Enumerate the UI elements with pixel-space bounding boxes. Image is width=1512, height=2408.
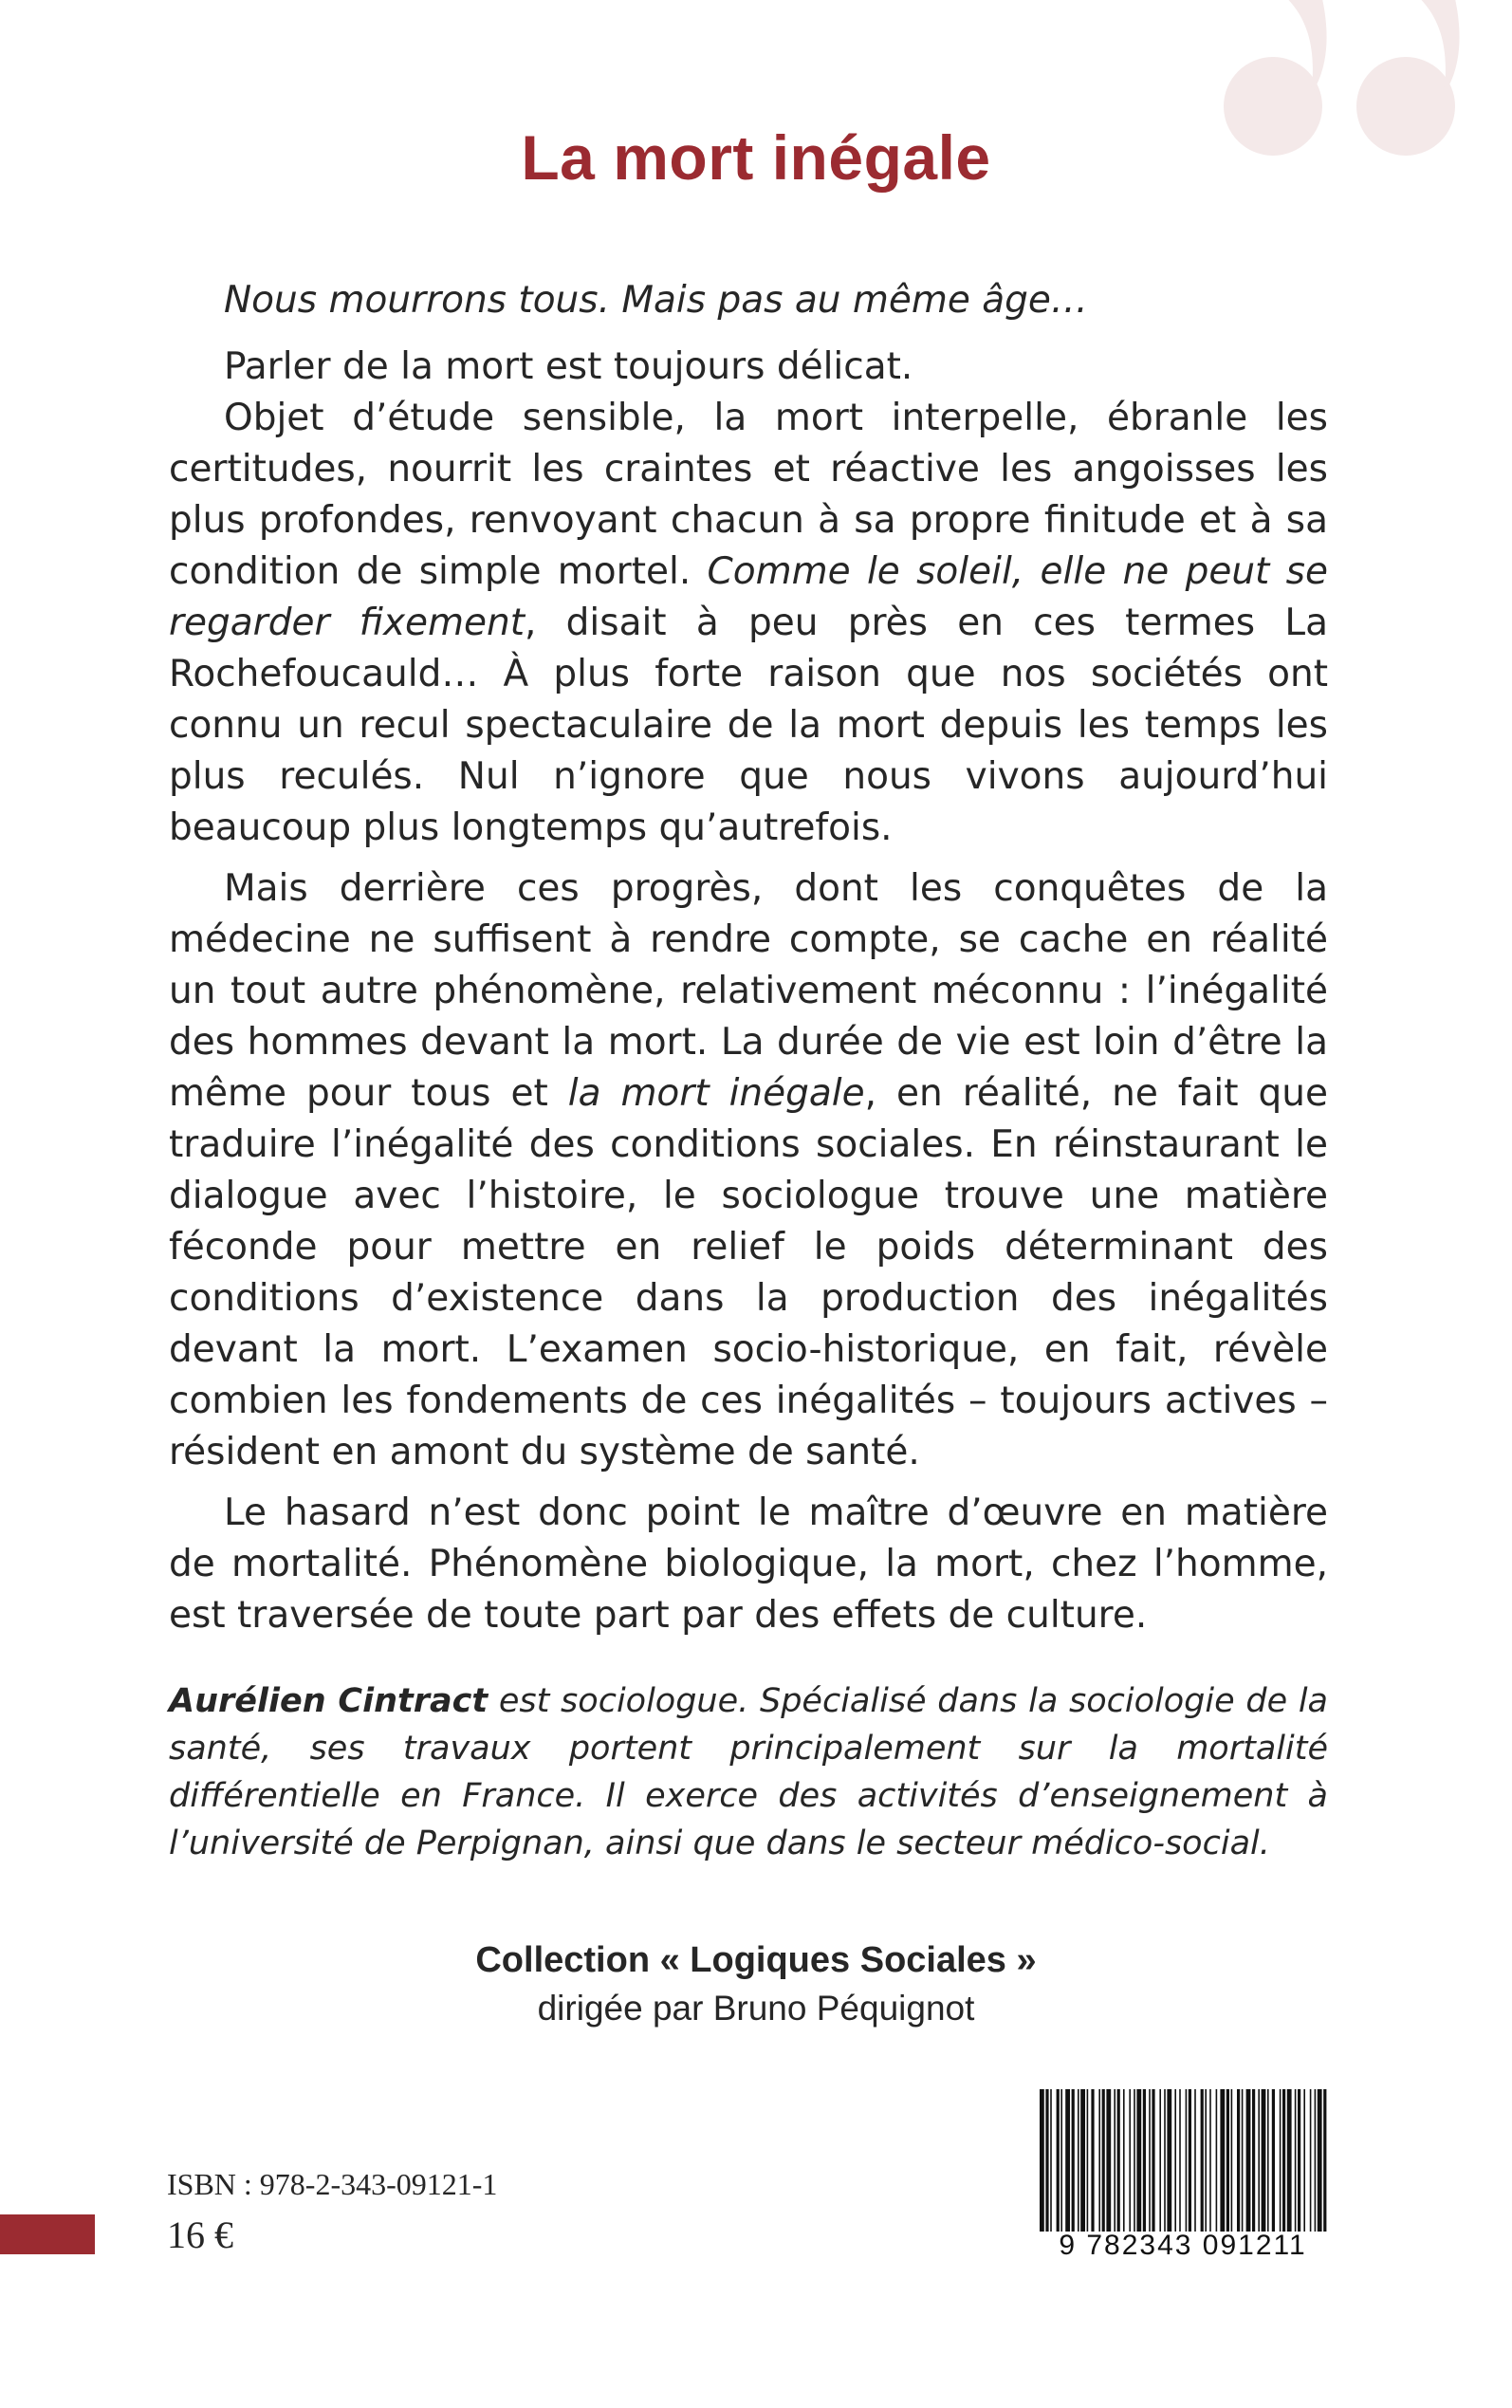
author-bio bbox=[169, 1677, 1328, 1867]
barcode-bar bbox=[1164, 2089, 1166, 2232]
opening-line bbox=[169, 275, 1328, 326]
barcode-bar bbox=[1072, 2089, 1075, 2232]
collection-info bbox=[0, 1936, 1512, 2032]
paragraph-2-quote: Comme le soleil, elle ne peut se regarder fixement bbox=[169, 550, 1328, 644]
barcode-bar bbox=[1252, 2089, 1255, 2232]
paragraph-3-text-b: , en réalité, ne fait que traduire l’inégalité des conditions sociales. En réinstaurant le dialogue avec l’histoire, le sociologue trouve une matière féconde pour mettre en relief le poids déterminant des conditions d’existence dans la production des inégalités devant la mort. L’examen socio-historique, en fait, révèle combien les fondements de ces inégalités – toujours actives – résident en amont du système de santé. bbox=[169, 1072, 1328, 1473]
barcode-bar bbox=[1060, 2089, 1062, 2232]
barcode-bar bbox=[1216, 2089, 1218, 2232]
barcode-bar bbox=[1262, 2089, 1266, 2232]
barcode-bar bbox=[1194, 2089, 1196, 2232]
barcode-bar bbox=[1280, 2089, 1282, 2232]
paragraph-1 bbox=[169, 342, 1328, 393]
barcode-bar bbox=[1065, 2089, 1070, 2232]
barcode-bar bbox=[1114, 2089, 1116, 2232]
barcode-bar bbox=[1267, 2089, 1269, 2232]
barcode-bar bbox=[1246, 2089, 1251, 2232]
barcode-bar bbox=[1152, 2089, 1154, 2232]
barcode-bar bbox=[1295, 2089, 1297, 2232]
barcode-bar bbox=[1205, 2089, 1207, 2232]
barcode-bar bbox=[1123, 2089, 1125, 2232]
barcode-bar bbox=[1242, 2089, 1244, 2232]
barcode-bar bbox=[1136, 2089, 1141, 2232]
paragraph-4 bbox=[169, 1488, 1328, 1641]
barcode-bar bbox=[1102, 2089, 1105, 2232]
barcode-bar bbox=[1231, 2089, 1233, 2232]
barcode-bar bbox=[1201, 2089, 1204, 2232]
barcode-bar bbox=[1149, 2089, 1151, 2232]
barcode-number: 9 782343 091211 bbox=[1059, 2230, 1307, 2261]
barcode-bar bbox=[1186, 2089, 1188, 2232]
barcode-icon bbox=[1036, 2089, 1330, 2293]
barcode-bar bbox=[1237, 2089, 1240, 2232]
paragraph-2 bbox=[169, 393, 1328, 854]
paragraph-4-text: Le hasard n’est donc point le maître d’œuvre en matière de mortalité. Phénomène biologique, la mort, chez l’homme, est traversée de toute part par des effets de culture. bbox=[169, 1491, 1328, 1637]
paragraph-2-text-b: , disait à peu près en ces termes La Rochefoucauld… À plus forte raison que nos sociétés ont connu un recul spectaculaire de la mort depuis les temps les plus reculés. Nul n’ignore que nous vivons aujourd’hui beaucoup plus longtemps qu’autrefois. bbox=[169, 602, 1328, 849]
paragraph-3-italic: la mort inégale bbox=[567, 1072, 865, 1115]
barcode-bar bbox=[1050, 2089, 1052, 2232]
barcode-bar bbox=[1220, 2089, 1225, 2232]
barcode-bar bbox=[1310, 2089, 1312, 2232]
author-bio-text: est sociologue. Spécialisé dans la sociologie de la santé, ses travaux portent principalement sur la mortalité différentielle en France. Il exerce des activités d’enseignement à l’université de Perpignan, ainsi que dans le secteur médico-social. bbox=[169, 1682, 1328, 1862]
barcode-bar bbox=[1179, 2089, 1181, 2232]
barcode-bar bbox=[1298, 2089, 1300, 2232]
barcode-bar bbox=[1106, 2089, 1111, 2232]
collection-director: dirigée par Bruno Péquignot bbox=[537, 1989, 975, 2028]
barcode-bar bbox=[1117, 2089, 1120, 2232]
opening-line-text: Nous mourrons tous. Mais pas au même âge… bbox=[224, 279, 1088, 322]
barcode-bar bbox=[1129, 2089, 1131, 2232]
paragraph-3 bbox=[169, 863, 1328, 1478]
barcode-bar bbox=[1040, 2089, 1044, 2232]
barcode-bars bbox=[1036, 2089, 1330, 2232]
price: 16 € bbox=[167, 2214, 233, 2256]
barcode-bar bbox=[1174, 2089, 1176, 2232]
isbn: ISBN : 978-2-343-09121-1 bbox=[167, 2167, 498, 2201]
paragraph-3-text-a: Mais derrière ces progrès, dont les conquêtes de la médecine ne suffisent à rendre compte, se cache en réalité un tout autre phénomène, relativement méconnu : l’inégalité des hommes devant la mort. La durée de vie est loin d’être la même pour tous et bbox=[169, 867, 1328, 1115]
barcode-bar bbox=[1057, 2089, 1060, 2232]
barcode-bar bbox=[1087, 2089, 1089, 2232]
accent-bar bbox=[0, 2214, 95, 2254]
summary-text bbox=[169, 275, 1328, 1651]
barcode-bar bbox=[1282, 2089, 1285, 2232]
barcode-bar bbox=[1258, 2089, 1260, 2232]
author-name: Aurélien Cintract bbox=[169, 1682, 489, 1720]
barcode-bar bbox=[1091, 2089, 1094, 2232]
barcode-bar bbox=[1303, 2089, 1305, 2232]
barcode-bar bbox=[1209, 2089, 1211, 2232]
paragraph-1-text: Parler de la mort est toujours délicat. bbox=[224, 345, 913, 388]
barcode-bar bbox=[1078, 2089, 1079, 2232]
paragraph-2-text-a: Objet d’étude sensible, la mort interpelle, ébranle les certitudes, nourrit les craintes et réactive les angoisses les plus profondes, renvoyant chacun à sa propre finitude et à sa condition de simple mortel. bbox=[169, 397, 1328, 593]
collection-name: Collection « Logiques Sociales » bbox=[475, 1940, 1037, 1980]
barcode-bar bbox=[1287, 2089, 1292, 2232]
barcode-bar bbox=[1315, 2089, 1317, 2232]
barcode-bar bbox=[1272, 2089, 1275, 2232]
barcode-bar bbox=[1098, 2089, 1100, 2232]
book-title: La mort inégale bbox=[521, 122, 991, 193]
barcode-bar bbox=[1045, 2089, 1048, 2232]
barcode-bar bbox=[1318, 2089, 1322, 2232]
barcode-bar bbox=[1323, 2089, 1326, 2232]
barcode-bar bbox=[1167, 2089, 1171, 2232]
barcode-bar bbox=[1226, 2089, 1229, 2232]
barcode-bar bbox=[1134, 2089, 1135, 2232]
barcode-bar bbox=[1080, 2089, 1085, 2232]
barcode-bar bbox=[1159, 2089, 1161, 2232]
barcode-bar bbox=[1143, 2089, 1146, 2232]
barcode-bar bbox=[1189, 2089, 1191, 2232]
